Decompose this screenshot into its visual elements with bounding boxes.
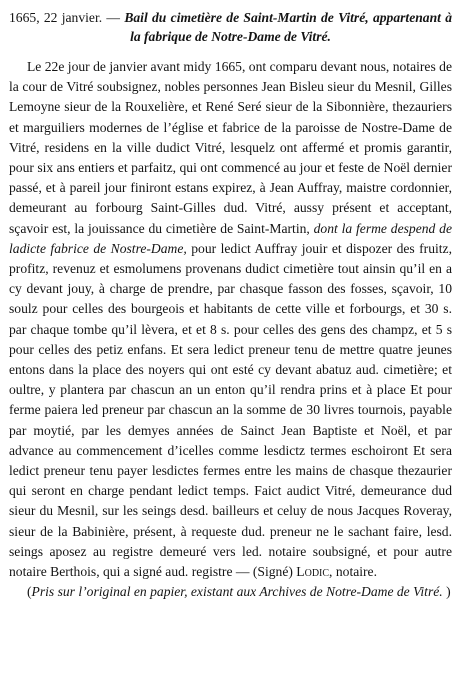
heading-date: 1665, 22 janvier. — xyxy=(9,10,121,25)
source-close-paren: ) xyxy=(446,584,451,600)
lease-text-italic: dont la ferme despend de ladicte fabrice de Nostre-Dame, xyxy=(9,220,452,256)
source-text: Pris sur l’original en papier, existant aux Archives de Notre-Dame de Vitré. xyxy=(31,584,443,600)
signature-tail: , notaire. xyxy=(329,564,377,580)
lease-text-part1: Le 22e jour de janvier avant midy 1665, ont comparu devant nous, notaires de la cour de Vitré soubsignez, nobles personnes Jean Bisleu sieur du Mesnil, Gilles Lemoyne sieur de la Rouxelière, et René Seré sieur de la Sibonnière, thezauriers et marguiliers modernes de l’église et fabrice de la paroisse de Nostre-Dame de Vitré, residens en la ville dudict Vitré, lesquelz ont affermé et promis garantir, pour six ans entiers et parfaitz, qui ont commencé au jour et feste de Noël dernier passé, et à pareil jour finiront estans expirez, à Jean Auffray, maistre cordonnier, demeurant au forbourg Saint-Gilles dud. Vitré, aussy présent et acceptant, sçavoir est, la jouissance du cimetière de Saint-Martin, xyxy=(9,59,452,236)
lease-text-part2: pour ledict Auffray jouir et dispozer des fruitz, profitz, revenuz et esmolumens provenans dudict cimetière tout ainsin qu’il en a cy devant jouy, à charge de prendre, par chasque fasson des fosses, sçavoir, 10 soulz pour celles des bourgeois et habitants de cette ville et forbourgs, et 30 s. par chaque tombe qu’il lèvera, et et 8 s. pour celles des gens des champz, et 5 s pour celles des petiz enfans. Et sera ledict preneur tenu de mettre quatre jeunes entons dans la place des noyers qui ont esté cy devant abatuz aud. cimetière; et oultre, y plantera par chascun an un enton qu’il rendra prins et à place Et pour ferme paiera led preneur par chascun an la somme de 30 livres tournois, payable par moytié, par les demyes années de Sainct Jean Baptiste et Noël, et par advance au commencement d’icelles comme lesdictz termes eschoiront Et sera ledict preneur tenu payer lesdictes fermes entre les mains de chasque thezaurier qui seront en charge pendant ledict temps. Faict audict Vitré, demeurance dud sieur du Mesnil, sur les seings desd. bailleurs et celuy de nous Jacques Roveray, sieur de la Babinière, présent, à requeste dud. preneur ne le sachant faire, lesd. seings aposez au registre demeuré vers led. notaire soubsigné, et pour autre notaire Berthois, qui a signé aud. registre — (Signé) xyxy=(9,240,452,580)
lease-text xyxy=(9,57,452,582)
source-note xyxy=(9,582,452,602)
heading-title: Bail du cimetière de Saint-Martin de Vitré, appartenant à la fabrique de Notre-Dame de Vitré. xyxy=(124,10,453,44)
document-heading xyxy=(9,9,452,46)
signature-name: Lodic xyxy=(296,564,330,580)
source-open-paren: ( xyxy=(27,584,32,600)
